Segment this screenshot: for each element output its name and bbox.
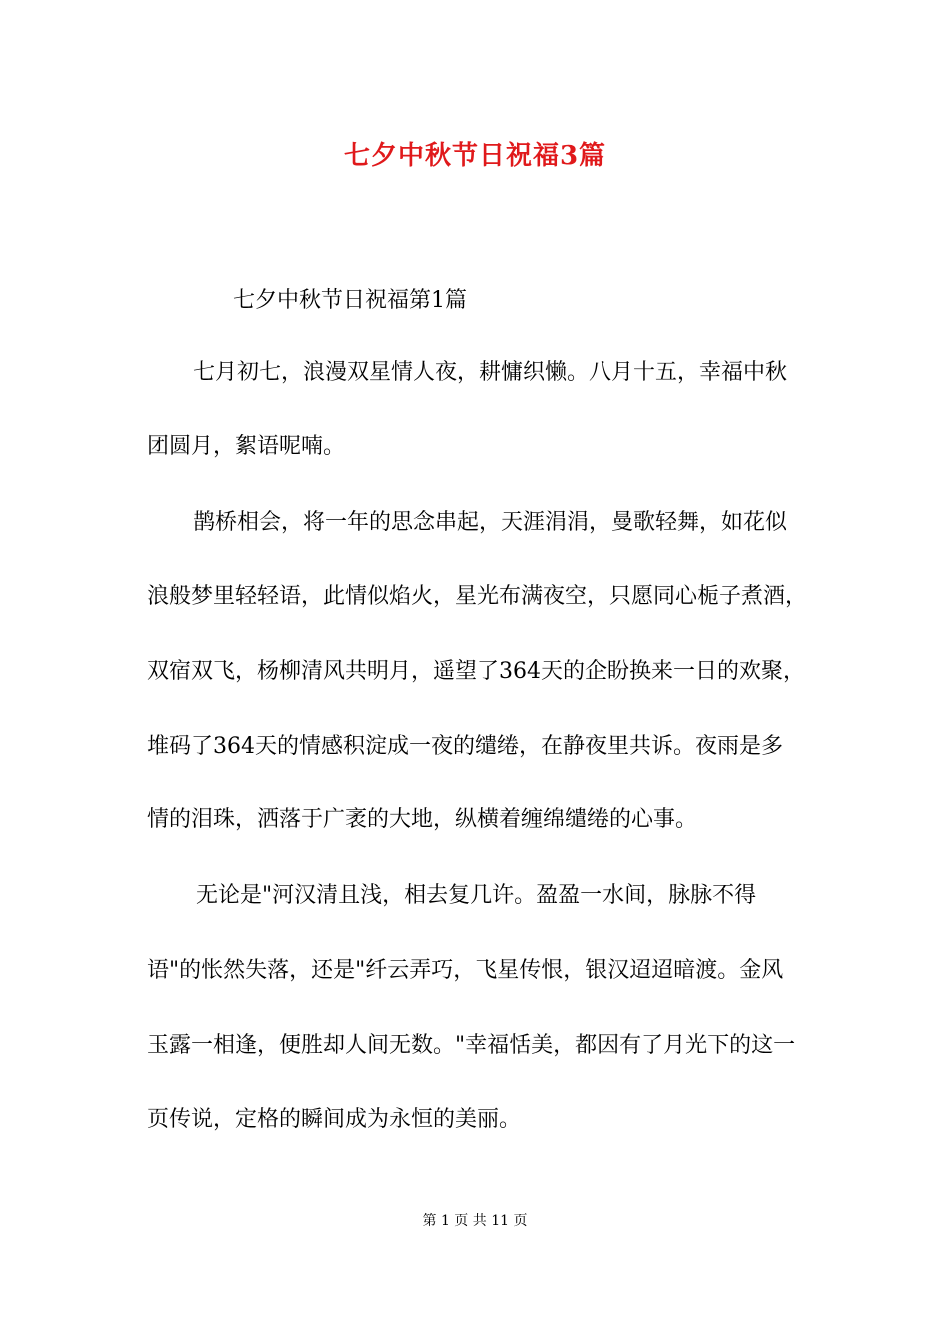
document-title: 七夕中秋节日祝福3篇 [343, 141, 607, 171]
paragraph-line: 语"的怅然失落，还是"纤云弄巧，飞星传恨，银汉迢迢暗渡。金风 [147, 958, 784, 983]
paragraph-line: 玉露一相逢，便胜却人间无数。"幸福恬美，都因有了月光下的这一 [147, 1033, 796, 1058]
section-heading: 七夕中秋节日祝福第1篇 [233, 288, 467, 313]
paragraph-line: 情的泪珠，洒落于广袤的大地，纵横着缠绵缱绻的心事。 [147, 807, 698, 832]
paragraph-line: 浪般梦里轻轻语，此情似焰火，星光布满夜空，只愿同心栀子煮酒， [147, 584, 808, 609]
paragraph-line: 双宿双飞，杨柳清风共明月，遥望了364天的企盼换来一日的欢聚， [147, 659, 805, 684]
page-number-footer: 第 1 页 共 11 页 [422, 1213, 528, 1229]
paragraph-line: 堆码了364天的情感积淀成一夜的缱绻，在静夜里共诉。夜雨是多 [147, 734, 783, 759]
paragraph-line: 页传说，定格的瞬间成为永恒的美丽。 [147, 1107, 522, 1132]
paragraph-line: 无论是"河汉清且浅，相去复几许。盈盈一水间，脉脉不得 [196, 883, 757, 908]
paragraph-line: 七月初七，浪漫双星情人夜，耕慵织懒。八月十五，幸福中秋 [193, 360, 788, 385]
paragraph-line: 团圆月，絮语呢喃。 [147, 434, 346, 459]
paragraph-line: 鹊桥相会，将一年的思念串起，天涯涓涓，曼歌轻舞，如花似 [193, 510, 788, 535]
